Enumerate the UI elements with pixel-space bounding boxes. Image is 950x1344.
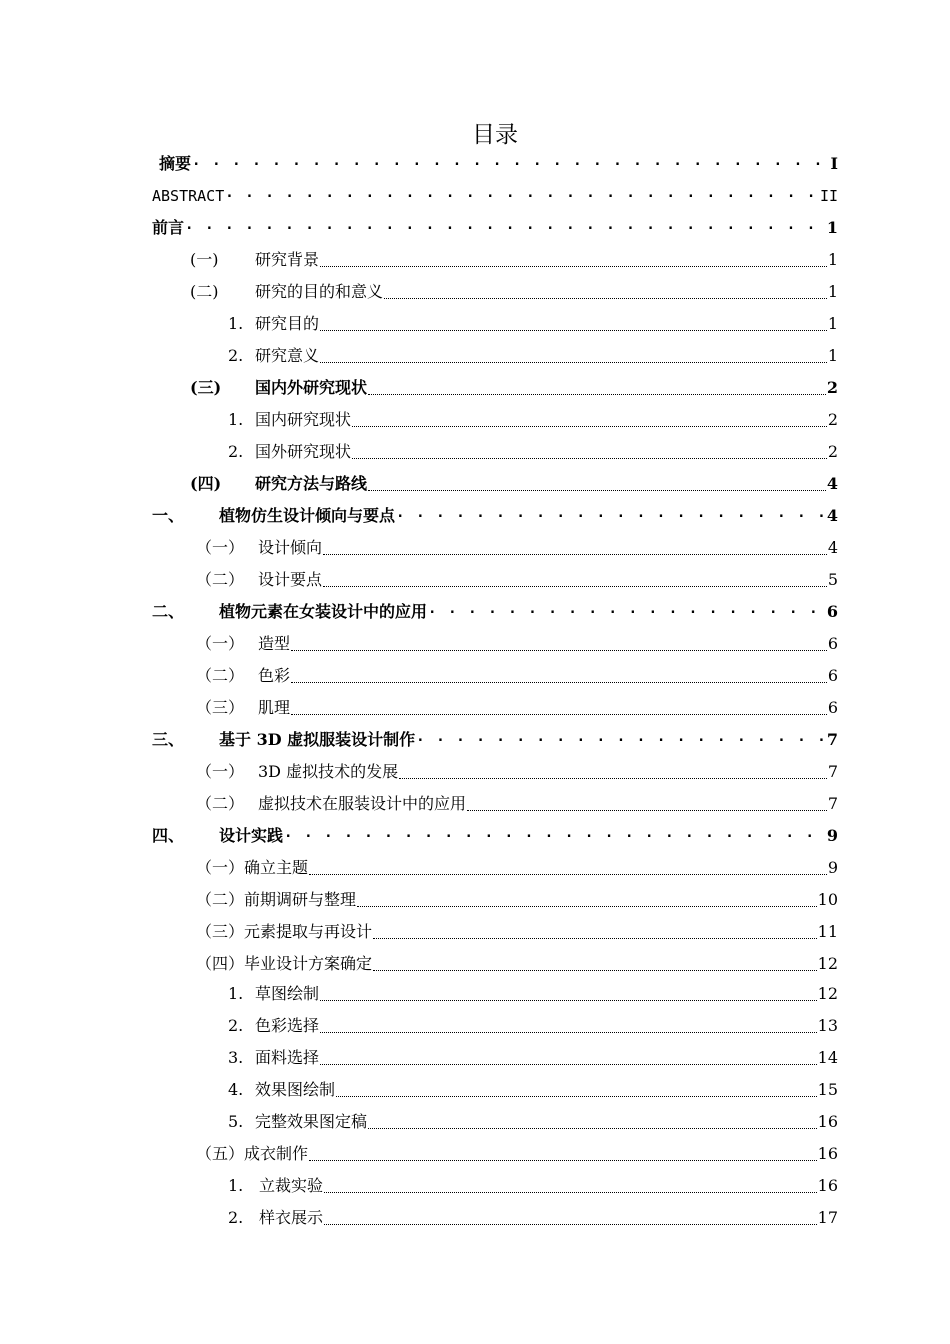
toc-entry[interactable] — [190, 242, 838, 270]
toc-entry-title: 国外研究现状 — [255, 442, 352, 461]
toc-entry-title: 设计倾向 — [258, 538, 323, 557]
toc-entry-number: （一） — [196, 538, 245, 557]
dot-leader — [323, 540, 827, 555]
dot-leader — [225, 189, 819, 203]
toc-entry-page: 12 — [817, 954, 838, 973]
toc-entry-title: 植物元素在女装设计中的应用 — [219, 602, 428, 621]
dot-leader — [291, 700, 827, 715]
toc-entry-page: II — [819, 187, 838, 205]
dot-leader — [192, 157, 830, 171]
dot-leader — [320, 316, 827, 331]
toc-entry[interactable] — [228, 402, 838, 430]
toc-entry[interactable] — [196, 562, 838, 590]
toc-entry-number: 三、 — [152, 730, 185, 749]
toc-entry[interactable] — [152, 178, 838, 206]
toc-entry-number: (三) — [190, 378, 222, 397]
toc-entry-title: 完整效果图定稿 — [255, 1112, 368, 1131]
dot-leader — [309, 1146, 817, 1161]
toc-entry-number: 四、 — [152, 826, 185, 845]
toc-entry-title: 立裁实验 — [259, 1176, 324, 1195]
toc-entry-page: I — [830, 154, 838, 173]
toc-entry-title: 基于 3D 虚拟服装设计制作 — [219, 730, 416, 749]
toc-entry-number: 一、 — [152, 506, 185, 525]
toc-entry-number: (四) — [190, 474, 222, 493]
toc-entry-page: 17 — [817, 1208, 838, 1227]
toc-entry[interactable] — [196, 914, 838, 942]
toc-entry-title: 植物仿生设计倾向与要点 — [219, 506, 396, 525]
toc-entry-number: （二） — [196, 666, 245, 685]
toc-entry-title: 研究的目的和意义 — [255, 282, 384, 301]
dot-leader — [324, 1210, 817, 1225]
toc-entry-number: 4. — [228, 1080, 244, 1099]
dot-leader — [323, 572, 827, 587]
toc-entry[interactable] — [228, 338, 838, 366]
toc-entry-page: 9 — [827, 858, 838, 877]
toc-entry-page: 14 — [817, 1048, 838, 1067]
toc-entry[interactable] — [190, 274, 838, 302]
toc-entry-title: 面料选择 — [255, 1048, 320, 1067]
toc-entry-page: 2 — [827, 442, 838, 461]
toc-entry-page: 1 — [827, 346, 838, 365]
toc-entry-title: 虚拟技术在服装设计中的应用 — [258, 794, 467, 813]
toc-entry-title: 国内研究现状 — [255, 410, 352, 429]
toc-entry-page: 16 — [817, 1176, 838, 1195]
toc-entry-page: 11 — [817, 922, 838, 941]
toc-entry[interactable] — [190, 466, 838, 494]
toc-entry-title: 色彩 — [258, 666, 291, 685]
toc-entry[interactable] — [228, 1008, 838, 1036]
dot-leader — [284, 829, 826, 843]
toc-entry[interactable] — [152, 594, 838, 622]
toc-entry-page: 7 — [827, 762, 838, 781]
dot-leader — [320, 348, 827, 363]
toc-entry[interactable] — [228, 1040, 838, 1068]
toc-entry[interactable] — [228, 1200, 838, 1228]
dot-leader — [320, 1018, 817, 1033]
dot-leader — [291, 668, 827, 683]
toc-entry-page: 6 — [827, 634, 838, 653]
toc-entry-page: 13 — [817, 1016, 838, 1035]
toc-entry[interactable] — [228, 434, 838, 462]
toc-entry-title: 效果图绘制 — [255, 1080, 336, 1099]
toc-entry-title: （五）成衣制作 — [196, 1144, 309, 1163]
toc-entry-page: 2 — [826, 378, 838, 397]
toc-entry-page: 1 — [827, 314, 838, 333]
toc-entry[interactable] — [228, 306, 838, 334]
dot-leader — [399, 764, 827, 779]
toc-entry[interactable] — [196, 690, 838, 718]
toc-entry[interactable] — [196, 786, 838, 814]
toc-entry-number: 2. — [228, 1016, 244, 1035]
toc-entry-title: （一）确立主题 — [196, 858, 309, 877]
toc-entry-number: 2. — [228, 1208, 244, 1227]
toc-entry-title: 草图绘制 — [255, 984, 320, 1003]
toc-entry-number: 3. — [228, 1048, 244, 1067]
dot-leader — [357, 892, 817, 907]
dot-leader — [467, 796, 827, 811]
toc-entry[interactable] — [196, 658, 838, 686]
toc-entry-number: 2. — [228, 346, 244, 365]
toc-entry-title: 设计要点 — [258, 570, 323, 589]
dot-leader — [324, 1178, 817, 1193]
toc-entry-number: 1. — [228, 314, 244, 333]
toc-entry-number: (二) — [190, 282, 219, 301]
toc-entry[interactable] — [190, 370, 838, 398]
dot-leader — [320, 252, 827, 267]
toc-entry-number: （二） — [196, 794, 245, 813]
toc-entry-number: 1. — [228, 410, 244, 429]
dot-leader — [373, 956, 817, 971]
toc-entry-title: 摘要 — [159, 154, 192, 173]
toc-entry-page: 4 — [827, 538, 838, 557]
toc-entry-page: 2 — [827, 410, 838, 429]
toc-entry-page: 1 — [827, 250, 838, 269]
toc-entry[interactable] — [152, 210, 838, 238]
toc-entry-page: 6 — [826, 602, 838, 621]
toc-entry-title: 3D 虚拟技术的发展 — [258, 762, 399, 781]
toc-entry[interactable] — [228, 976, 838, 1004]
toc-entry-title: ABSTRACT — [152, 187, 225, 205]
toc-entry-page: 7 — [827, 794, 838, 813]
toc-entry-title: 样衣展示 — [259, 1208, 324, 1227]
dot-leader — [396, 509, 826, 523]
toc-entry[interactable] — [196, 850, 838, 878]
toc-entry[interactable] — [196, 946, 838, 974]
toc-entry-page: 1 — [826, 218, 838, 237]
dot-leader — [416, 733, 826, 747]
dot-leader — [309, 860, 827, 875]
toc-entry-title: （三）元素提取与再设计 — [196, 922, 373, 941]
dot-leader — [291, 636, 827, 651]
toc-entry-page: 4 — [826, 474, 838, 493]
dot-leader — [185, 221, 826, 235]
toc-entry-title: 研究背景 — [255, 250, 320, 269]
toc-title: 目录 — [472, 122, 518, 148]
toc-entry[interactable] — [228, 1168, 838, 1196]
toc-entry[interactable] — [152, 498, 838, 526]
dot-leader — [352, 412, 827, 427]
toc-entry-page: 16 — [817, 1112, 838, 1131]
toc-entry-title: 研究方法与路线 — [255, 474, 368, 493]
toc-entry-number: 2. — [228, 442, 244, 461]
toc-entry[interactable] — [152, 818, 838, 846]
toc-entry[interactable] — [196, 1136, 838, 1164]
toc-entry-number: （二） — [196, 570, 245, 589]
toc-entry-page: 4 — [826, 506, 838, 525]
toc-entry-title: 造型 — [258, 634, 291, 653]
toc-entry-page: 6 — [827, 666, 838, 685]
toc-entry-title: （四）毕业设计方案确定 — [196, 954, 373, 973]
toc-entry-page: 12 — [817, 984, 838, 1003]
toc-entry[interactable] — [228, 1072, 838, 1100]
toc-entry[interactable] — [196, 530, 838, 558]
toc-entry[interactable] — [152, 146, 838, 174]
dot-leader — [373, 924, 817, 939]
dot-leader — [368, 476, 826, 491]
toc-entry-page: 9 — [826, 826, 838, 845]
toc-entry-title: 研究意义 — [255, 346, 320, 365]
toc-entry-number: 二、 — [152, 602, 185, 621]
toc-entry-title: 研究目的 — [255, 314, 320, 333]
dot-leader — [428, 605, 826, 619]
toc-entry-page: 1 — [827, 282, 838, 301]
toc-entry[interactable] — [228, 1104, 838, 1132]
toc-entry-title: 色彩选择 — [255, 1016, 320, 1035]
toc-entry-title: （二）前期调研与整理 — [196, 890, 357, 909]
toc-entry-number: 1. — [228, 1176, 244, 1195]
dot-leader — [384, 284, 827, 299]
toc-entry-title: 肌理 — [258, 698, 291, 717]
toc-entry[interactable] — [196, 754, 838, 782]
toc-entry-page: 7 — [826, 730, 838, 749]
toc-entry-number: （一） — [196, 634, 245, 653]
dot-leader — [352, 444, 827, 459]
toc-entry-page: 10 — [817, 890, 838, 909]
toc-entry-title: 设计实践 — [219, 826, 284, 845]
dot-leader — [320, 986, 817, 1001]
dot-leader — [368, 1114, 817, 1129]
toc-entry-page: 15 — [817, 1080, 838, 1099]
dot-leader — [368, 380, 826, 395]
toc-entry-number: 1. — [228, 984, 244, 1003]
toc-entry-title: 国内外研究现状 — [255, 378, 368, 397]
dot-leader — [336, 1082, 817, 1097]
toc-entry-number: 5. — [228, 1112, 244, 1131]
toc-entry-title: 前言 — [152, 218, 185, 237]
toc-entry[interactable] — [196, 626, 838, 654]
toc-entry-page: 5 — [827, 570, 838, 589]
toc-entry-number: （一） — [196, 762, 245, 781]
toc-entry-number: (一) — [190, 250, 219, 269]
toc-entry[interactable] — [196, 882, 838, 910]
dot-leader — [320, 1050, 817, 1065]
toc-entry-page: 16 — [817, 1144, 838, 1163]
toc-entry[interactable] — [152, 722, 838, 750]
toc-entry-page: 6 — [827, 698, 838, 717]
toc-entry-number: （三） — [196, 698, 245, 717]
